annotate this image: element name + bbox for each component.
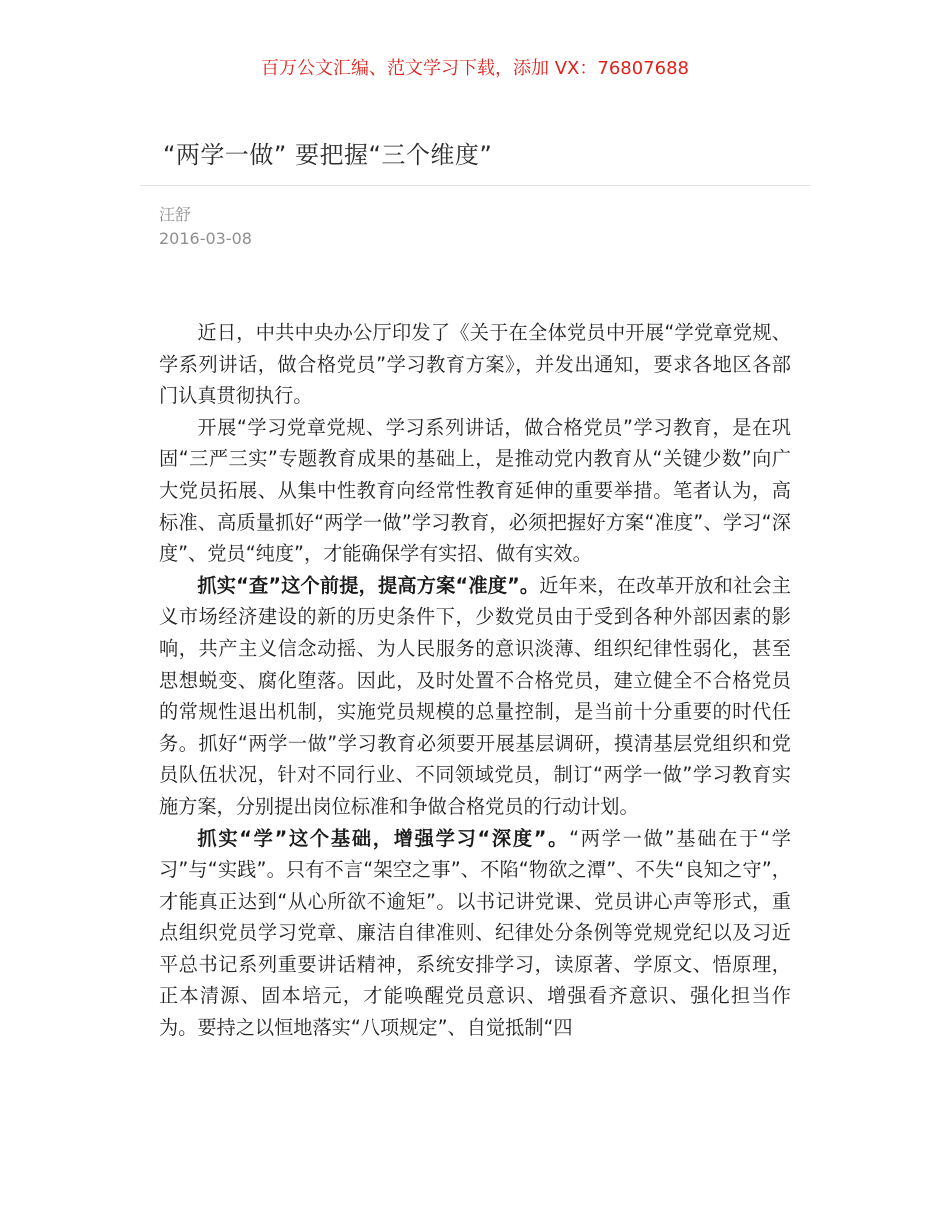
paragraph <box>159 317 791 412</box>
paragraph-lead: 抓实“学”这个基础，增强学习“深度”。 <box>197 826 570 850</box>
article-title: “两学一做” 要把握“三个维度” <box>163 141 493 169</box>
paragraph <box>159 412 791 570</box>
promo-banner: 百万公文汇编、范文学习下载，添加 VX：76807688 <box>261 58 689 79</box>
paragraph-text: 近年来，在改革开放和社会主义市场经济建设的新的历史条件下，少数党员由于受到各种外部因素的影响，共产主义信念动摇、为人民服务的意识淡薄、组织纪律性弱化，甚至思想蜕变、腐化堕落。因此，及时处置不合格党员，建立健全不合格党员的常规性退出机制，实施党员规模的总量控制，是当前十分重要的时代任务。抓好“两学一做”学习教育必须要开展基层调研，摸清基层党组织和党员队伍状况，针对不同行业、不同领域党员，制订“两学一做”学习教育实施方案，分别提出岗位标准和争做合格党员的行动计划。 <box>159 573 791 818</box>
paragraph-text: 开展“学习党章党规、学习系列讲话，做合格党员”学习教育，是在巩固“三严三实”专题教育成果的基础上，是推动党内教育从“关键少数”向广大党员拓展、从集中性教育向经常性教育延伸的重要举措。笔者认为，高标准、高质量抓好“两学一做”学习教育，必须把握好方案“准度”、学习“深度”、党员“纯度”，才能确保学有实招、做有实效。 <box>159 415 791 566</box>
author-name: 汪舒 <box>159 205 192 224</box>
paragraph-text: “两学一做”基础在于“学习”与“实践”。只有不言“架空之事”、不陷“物欲之潭”、不失“良知之守”，才能真正达到“从心所欲不逾矩”。以书记讲党课、党员讲心声等形式，重点组织党员学习党章、廉洁自律准则、纪律处分条例等党规党纪以及习近平总书记系列重要讲话精神，系统安排学习，读原著、学原文、悟原理，正本清源、固本培元，才能唤醒党员意识、增强看齐意识、强化担当作为。要持之以恒地落实“八项规定”、自觉抵制“四 <box>159 826 791 1040</box>
paragraph-text: 近日，中共中央办公厅印发了《关于在全体党员中开展“学党章党规、学系列讲话，做合格党员”学习教育方案》，并发出通知，要求各地区各部门认真贯彻执行。 <box>159 321 791 408</box>
article-body <box>159 317 791 1044</box>
publish-date: 2016-03-08 <box>159 229 252 248</box>
title-divider <box>140 185 811 186</box>
paragraph <box>159 570 791 823</box>
paragraph-lead: 抓实“查”这个前提，提高方案“准度”。 <box>197 573 540 597</box>
paragraph <box>159 823 791 1044</box>
